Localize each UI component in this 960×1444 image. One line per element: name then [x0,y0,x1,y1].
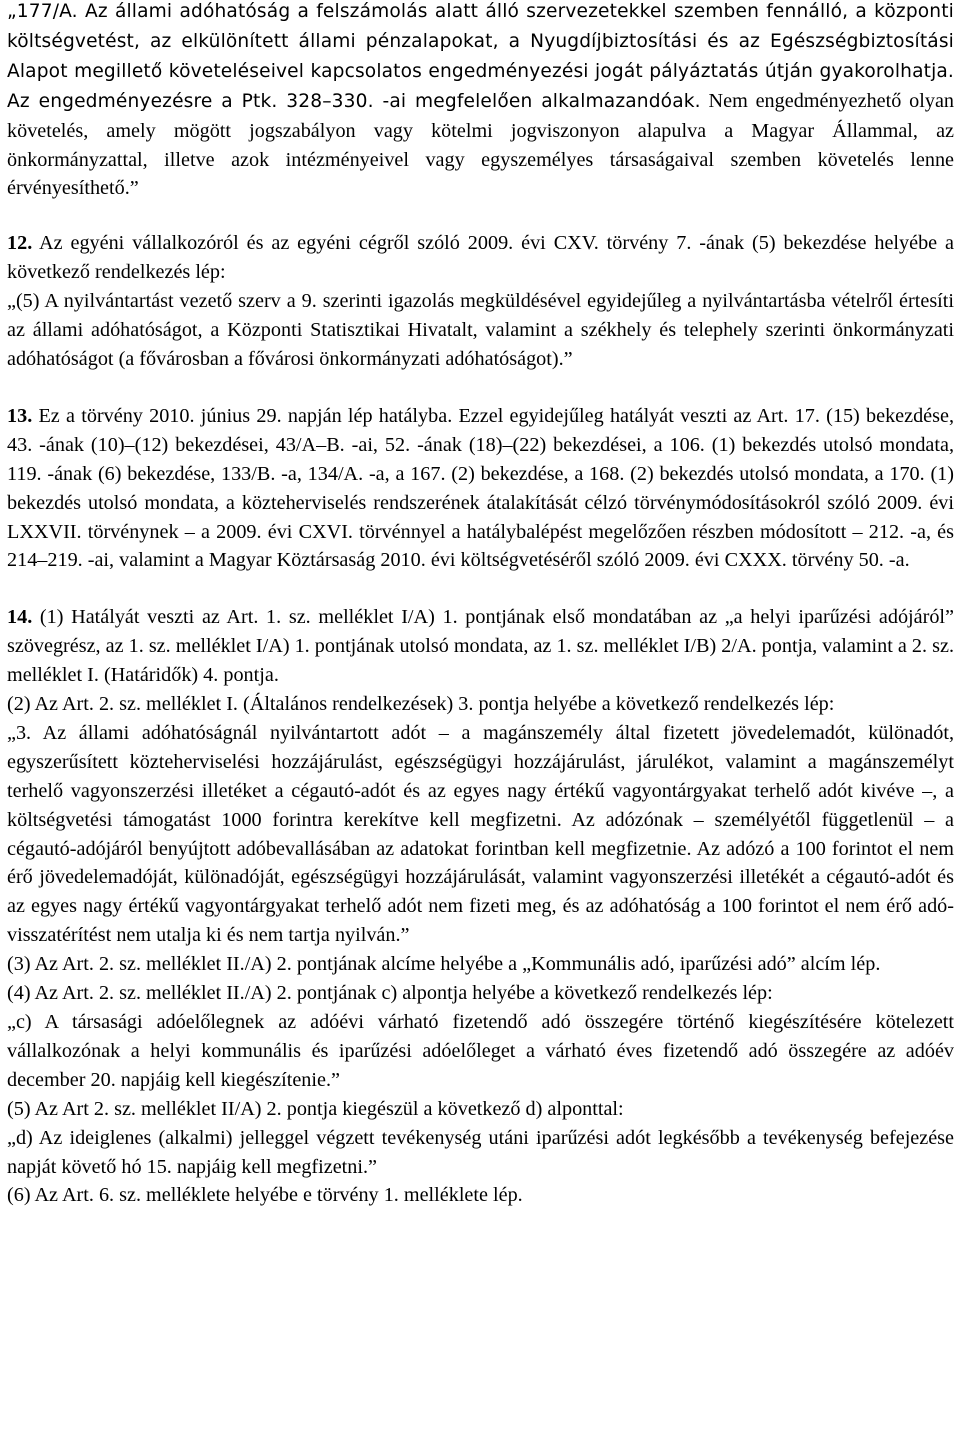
section-12-text: Az egyéni vállalkozóról és az egyéni cégről szóló 2009. évi CXV. törvény 7. -ának (5) bekezdése helyébe a következő rendelkezés lép: [7,232,954,284]
section-14-quote-4: „c) A társasági adóelőlegnek az adóévi várható fizetendő adó összegére történő kiegészítésére kötelezett vállalkozónak a helyi kommunális és iparűzési adóelőleget a várható éves fizetendő adó összegére az adóév december 20. napjáig kell kiegészítenie.” [7,1011,954,1091]
section-14-paragraph-4: (4) Az Art. 2. sz. melléklet II./A) 2. pontjának c) alpontja helyébe a következő rendelkezés lép: [7,982,773,1005]
section-177a-paragraph [7,0,954,203]
section-12-number: 12. [7,232,33,255]
section-12-paragraph [7,229,954,287]
section-14-quote-2: „3. Az állami adóhatóságnál nyilvántartott adót – a magánszemély által fizetett jövedelemadót, különadót, egyszerűsített közteherviselési hozzájárulást, egészségügyi hozzájárulást, járulékot, valamint a magánszemélyt terhelő vagyonszerzési illetéket a cégautó-adót és az egyes nagy értékű vagyontárgyakat terhelő adót kivéve –, a költségvetési támogatást 1000 forintra kerekítve kell megfizetni. Az adózónak – személyétől függetlenül – a cégautó-adójáról benyújtott adóbevallásában az adatokat forintban kell megfizetnie. Az adózó a 100 forintot el nem érő jövedelemadóját, különadóját, egészségügyi hozzájárulását, valamint vagyonszerzési illetékét a cégautó-adót és az egyes nagy értékű vagyontárgyakat terhelő adót nem fizeti meg, és az adóhatóság a 100 forintot el nem érő adó-visszatérítést nem utalja ki és nem tartja nyilván.” [7,721,954,947]
section-14-paragraph-1 [7,603,954,690]
section-13-number: 13. [7,404,33,427]
section-14 [7,603,954,1210]
section-14-paragraph-6: (6) Az Art. 6. sz. melléklete helyébe e törvény 1. melléklete lép. [7,1184,523,1207]
section-12 [7,229,954,374]
section-14-paragraph-5: (5) Az Art 2. sz. melléklet II/A) 2. pontja kiegészül a következő d) alponttal: [7,1097,624,1120]
section-14-number: 14. [7,606,33,629]
section-14-paragraph-3: (3) Az Art. 2. sz. melléklet II./A) 2. pontjának alcíme helyébe a „Kommunális adó, iparűzési adó” alcím lép. [7,953,881,976]
section-13-paragraph [7,402,954,575]
section-13-text: Ez a törvény 2010. június 29. napján lép hatályba. Ezzel egyidejűleg hatályát veszti az Art. 17. (15) bekezdése, 43. -ának (10)–(12) bekezdései, 43/A–B. -ai, 52. -ának (18)–(22) bekezdései, a 106. (1) bekezdés utolsó mondata, 119. -ának (6) bekezdése, 133/B. -a, 134/A. -a, a 167. (2) bekezdése, a 168. (2) bekezdés utolsó mondata, a 170. (1) bekezdés utolsó mondata, a közteherviselés rendszerének átalakítását célzó törvénymódosításokról szóló 2009. évi LXXVII. törvénynek – a 2009. évi CXVI. törvénnyel a hatálybalépést megelőzően részben módosított – 212. -a, és 214–219. -ai, valamint a Magyar Köztársaság 2010. évi költségvetéséről szóló 2009. évi CXXX. törvény 50. -a. [7,404,954,572]
section-14-text-1: (1) Hatályát veszti az Art. 1. sz. melléklet I/A) 1. pontjának első mondatában az „a helyi iparűzési adójáról” szövegrész, az 1. sz. melléklet I/A) 1. pontjának utolsó mondata, az 1. sz. melléklet I/B) 2/A. pontja, valamint a 2. sz. melléklet I. (Határidők) 4. pontja. [7,606,954,687]
section-177a-text: „177/A. Az állami adóhatóság a felszámolás alatt álló szervezetekkel szemben fennálló, a központi költségvetést, az elkülönített állami pénzalapokat, a Nyugdíjbiztosítási és az Egészségbiztosítási Alapot megillető követeléseivel kapcsolatos engedményezési jogát pályáztatás útján gyakorolhatja. Az engedményezésre a Ptk. 328–330. -ai megfelelően alkalmazandóak. [7,1,954,112]
section-13 [7,402,954,575]
section-177a-continuation: Nem engedményezhető olyan követelés, amely mögött jogszabályon vagy kötelmi jogviszonyon alapulva a Magyar Állammal, az önkormányzattal, illetve azok intézményeivel vagy egyszemélyes társaságaival szemben követelés lenne érvényesíthető.” [7,89,954,200]
section-14-paragraph-2: (2) Az Art. 2. sz. melléklet I. (Általános rendelkezések) 3. pontja helyébe a következő rendelkezés lép: [7,693,835,716]
section-12-quote: „(5) A nyilvántartást vezető szerv a 9. szerinti igazolás megküldésével egyidejűleg a nyilvántartásba vételről értesíti az állami adóhatóságot, a Központi Statisztikai Hivatalt, valamint a székhely és telephely szerinti önkormányzati adóhatóságot (a fővárosban a fővárosi önkormányzati adóhatóságot).” [7,290,954,370]
section-14-quote-5: „d) Az ideiglenes (alkalmi) jelleggel végzett tevékenység utáni iparűzési adót legkésőbb a tevékenység befejezése napját követő hó 15. napjáig kell megfizetni.” [7,1126,954,1178]
